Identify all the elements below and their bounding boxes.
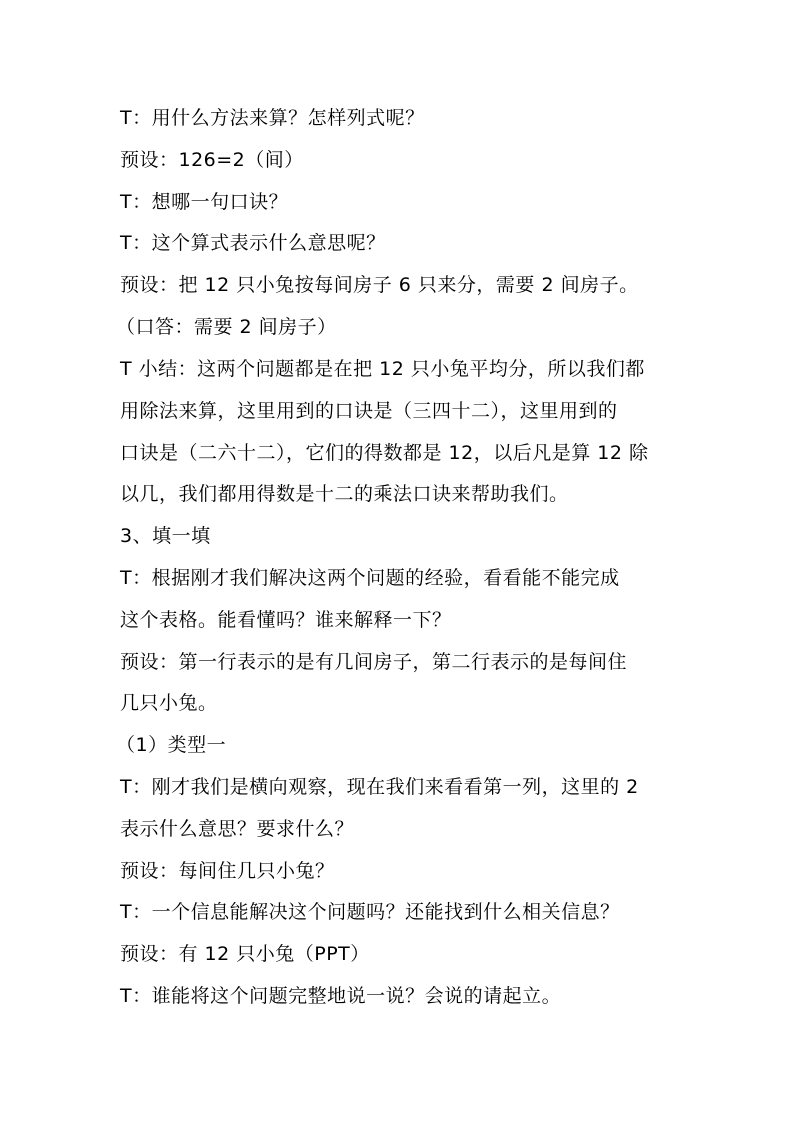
- text-line: T：刚才我们是横向观察，现在我们来看看第一列，这里的 2: [120, 776, 639, 798]
- text-line: 预设：把 12 只小兔按每间房子 6 只来分，需要 2 间房子。: [120, 274, 639, 296]
- text-line: T：这个算式表示什么意思呢？: [120, 232, 386, 254]
- subsection-heading: （1）类型一: [116, 734, 227, 756]
- text-line: （口答：需要 2 间房子）: [116, 316, 337, 338]
- text-line: 口诀是（二六十二），它们的得数都是 12，以后凡是算 12 除: [120, 442, 649, 464]
- text-line: 预设：有 12 只小兔（PPT）: [120, 943, 370, 965]
- text-line: T 小结：这两个问题都是在把 12 只小兔平均分，所以我们都: [120, 358, 645, 380]
- text-line: T：想哪一句口诀？: [120, 191, 289, 213]
- text-line: T：根据刚才我们解决这两个问题的经验，看看能不能完成: [120, 567, 620, 589]
- text-line: 预设：126=2（间）: [120, 149, 304, 171]
- text-line: T：用什么方法来算？怎样列式呢？: [120, 107, 425, 129]
- text-line: T：一个信息能解决这个问题吗？还能找到什么相关信息？: [120, 901, 620, 923]
- text-line: 以几，我们都用得数是十二的乘法口诀来帮助我们。: [120, 483, 569, 505]
- text-line: 预设：第一行表示的是有几间房子，第二行表示的是每间住: [120, 651, 628, 673]
- text-line: 几只小兔。: [120, 692, 218, 714]
- text-line: 表示什么意思？要求什么？: [120, 818, 355, 840]
- text-line: T：谁能将这个问题完整地说一说？会说的请起立。: [120, 985, 562, 1007]
- text-line: 用除法来算，这里用到的口诀是（三四十二），这里用到的: [120, 400, 618, 422]
- text-line: 这个表格。能看懂吗？谁来解释一下？: [120, 609, 452, 631]
- section-heading: 3、填一填: [120, 525, 211, 547]
- text-line: 预设：每间住几只小兔？: [120, 860, 335, 882]
